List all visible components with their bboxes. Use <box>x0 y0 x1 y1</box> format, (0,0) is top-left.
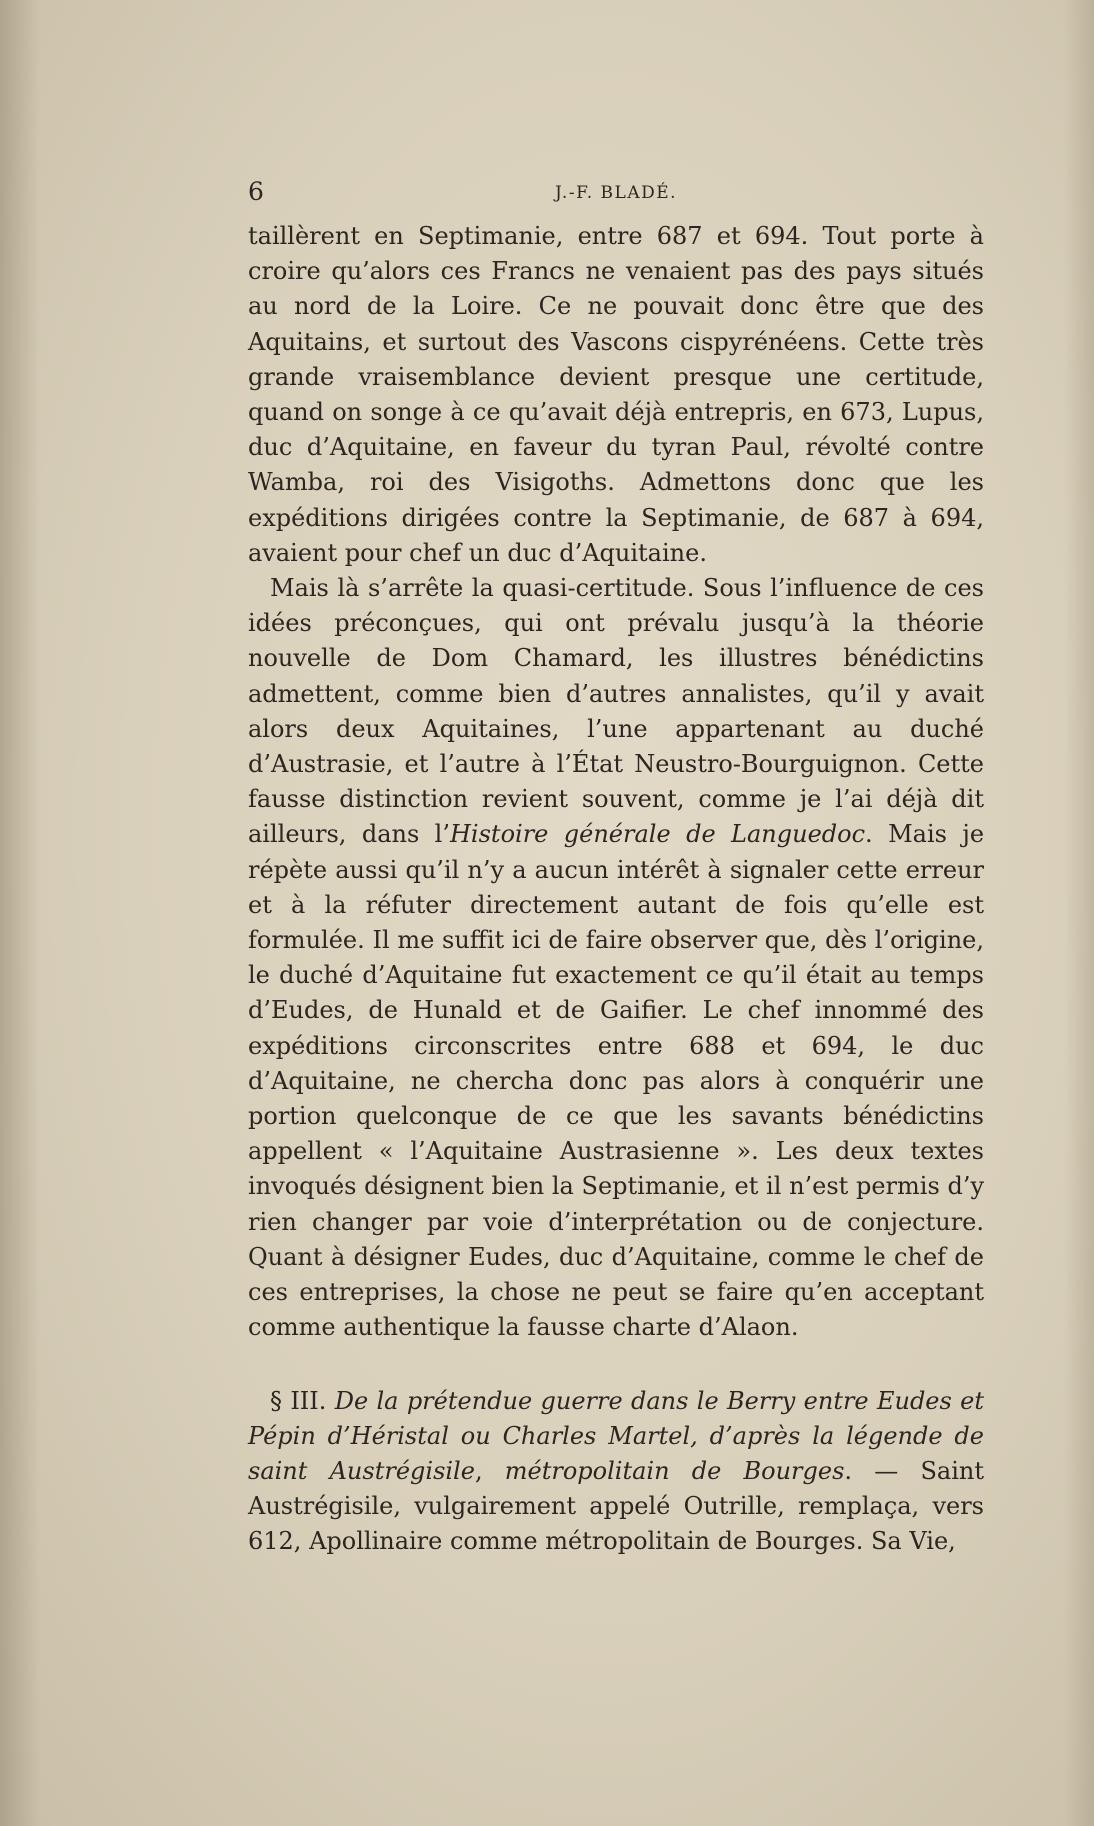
section-heading-part2: métropolitain de Bourges <box>504 1456 845 1485</box>
paragraph-quasi-certitude <box>248 571 984 1345</box>
section-heading-dash: . — <box>844 1456 899 1485</box>
page-edge-shadow-left <box>0 0 40 1826</box>
paragraph-continued: taillèrent en Septimanie, entre 687 et 694. Tout porte à croire qu’alors ces Francs ne venaient pas des pays situés au nord de la Loire. Ce ne pouvait donc être que des Aquitains, et surtout des Vascons cispyrénéens. Cette très grande vraisemblance devient presque une certitude, quand on songe à ce qu’avait déjà entrepris, en 673, Lupus, duc d’Aquitaine, en faveur du tyran Paul, révolté contre Wamba, roi des Visigoths. Admettons donc que les expéditions dirigées contre la Septimanie, de 687 à 694, avaient pour chef un duc d’Aquitaine. <box>248 222 984 567</box>
page-edge-shadow-right <box>1064 0 1094 1826</box>
paragraph-text-end: . Mais je répète aussi qu’il n’y a aucun intérêt à signaler cette erreur et à la réfuter directement autant de fois qu’elle est formulée. Il me suffit ici de faire observer que, dès l’origine, le duché d’Aquitaine fut exactement ce qu’il était au temps d’Eudes, de Hunald et de Gaifier. Le chef innommé des expéditions circonscrites entre 688 et 694, le duc d’Aquitaine, ne chercha donc pas alors à conquérir une portion quelconque de ce que les savants bénédictins appellent « l’Aquitaine Austrasienne ». Les deux textes invoqués désignent bien la Septimanie, et il n’est permis d’y rien changer par voie d’interprétation ou de conjecture. Quant à désigner Eudes, duc d’Aquitaine, comme le chef de ces entreprises, la chose ne peut se faire qu’en acceptant comme authentique la fausse charte d’Alaon. <box>248 820 985 1342</box>
section-heading-part1: De la prétendue guerre dans le Berry entre Eudes et Pépin d’Héristal ou Charles Martel, d’après la légende de saint Austrégisile <box>248 1386 984 1485</box>
section-spacer <box>248 1346 984 1384</box>
section-three <box>248 1384 984 1560</box>
body-text <box>248 219 984 1560</box>
running-head <box>248 176 984 208</box>
book-title-histoire-generale: Histoire générale de Languedoc <box>450 820 866 849</box>
page-number: 6 <box>248 177 264 206</box>
paragraph-text-start: Mais là s’arrête la quasi-certitude. Sous l’influence de ces idées préconçues, qui ont prévalu jusqu’à la théorie nouvelle de Dom Chamard, les illustres bénédictins admettent, comme bien d’autres annalistes, qu’il y avait alors deux Aquitaines, l’une appartenant au duché d’Austrasie, et l’autre à l’État Neustro-Bourguignon. Cette fausse distinction revient souvent, comme je l’ai déjà dit ailleurs, dans l’ <box>248 574 984 849</box>
section-three-text: Saint Austrégisile, vulgairement appelé Outrille, remplaça, vers 612, Apollinaire comme métropolitain de Bourges. Sa Vie, <box>248 1456 984 1556</box>
section-marker: § III. <box>270 1386 327 1415</box>
section-heading-separator: , <box>474 1456 505 1485</box>
running-title: J.-F. BLADÉ. <box>554 183 678 203</box>
